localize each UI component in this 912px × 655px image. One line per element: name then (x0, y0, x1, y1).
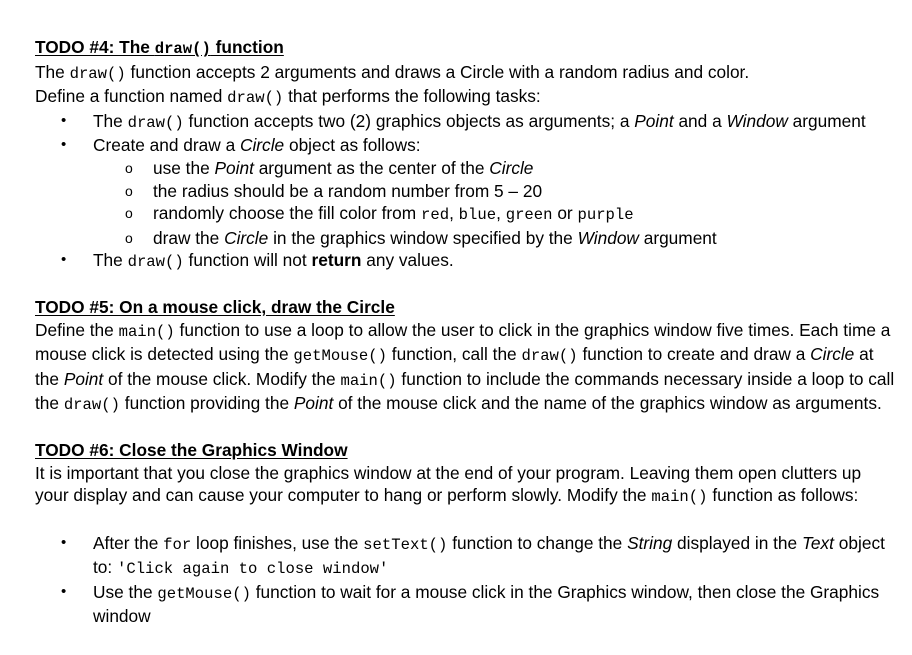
circle-bullet-icon: o (125, 205, 133, 222)
text: After the (93, 532, 164, 553)
list-item (35, 581, 895, 628)
todo4-heading-suffix: function (210, 37, 284, 57)
text: , (496, 203, 506, 224)
text: function to change the (447, 532, 628, 553)
text: and a (673, 110, 727, 131)
bold-term: return (311, 250, 362, 271)
todo4-heading (35, 36, 895, 61)
todo4-heading-code: draw() (154, 40, 211, 58)
text: loop finishes, use the (191, 532, 364, 553)
text: It is important that you close the graphics window at the end of your program. Leaving them open clutters up your display and can cause your computer to hang or perform slowly. Modify the (35, 462, 862, 506)
code-main: main() (118, 322, 175, 341)
text: of the mouse click and the name of the graphics window as arguments. (333, 393, 882, 414)
text: function to include the commands necessary inside a loop to call the (35, 368, 895, 414)
italic-term: Circle (810, 344, 855, 365)
italic-term: Circle (224, 227, 269, 248)
text: function, call the (386, 344, 522, 365)
italic-term: Text (801, 532, 834, 553)
italic-term: Point (293, 393, 334, 414)
italic-term: Point (214, 157, 254, 178)
text: the radius should be a random number from 5 – 20 (153, 180, 543, 201)
text: randomly choose the fill color from (153, 203, 421, 224)
spacer (35, 509, 895, 532)
text: function to create and draw a (577, 344, 811, 365)
code-color: green (505, 206, 553, 225)
text: at the (35, 344, 874, 389)
text: of the mouse click. Modify the (103, 368, 341, 389)
italic-term: Circle (239, 135, 285, 156)
code-getmouse: getMouse() (157, 584, 251, 603)
circle-bullet-icon: o (125, 182, 133, 199)
text: displayed in the (672, 532, 802, 553)
todo5-heading: TODO #5: On a mouse click, draw the Circle (35, 296, 395, 317)
code-color: red (420, 206, 450, 225)
todo6-task-list (35, 532, 895, 628)
text: any values. (361, 250, 454, 271)
text: The (93, 110, 128, 131)
list-item (35, 134, 895, 157)
text: The (93, 250, 128, 271)
text: Define a function named (35, 86, 228, 107)
text: function to use a loop to allow the user to click in the graphics window five times. Each time a mouse click is detected using the (35, 319, 891, 365)
spacer (35, 417, 895, 439)
code-draw: draw() (63, 396, 120, 415)
todo4-heading-text: TODO #4: The (35, 37, 155, 57)
text: argument as the center of the (253, 157, 490, 178)
italic-term: String (627, 532, 673, 553)
todo6-heading: TODO #6: Close the Graphics Window (35, 439, 348, 460)
sub-list-item (35, 227, 895, 250)
todo5-paragraph (35, 319, 895, 417)
code-color: purple (577, 206, 634, 225)
text: draw the (153, 227, 225, 248)
text: function accepts two (2) graphics objects as arguments; a (183, 110, 635, 131)
code-settext: setText() (363, 535, 448, 554)
todo4-define (35, 85, 895, 110)
text: Use the (93, 581, 158, 602)
list-item (35, 249, 895, 274)
text: function accepts 2 arguments and draws a Circle with a random radius and color. (125, 61, 750, 82)
italic-term: Point (634, 110, 674, 131)
text: argument (638, 227, 717, 248)
text: function providing the (119, 393, 294, 414)
code-color: blue (458, 206, 497, 225)
circle-bullet-icon: o (125, 229, 133, 246)
bullet-icon: • (61, 251, 67, 269)
text: in the graphics window specified by the (268, 227, 578, 248)
text: Define the (35, 319, 119, 340)
sub-list-item (35, 202, 895, 227)
circle-bullet-icon: o (125, 159, 133, 176)
text: The (35, 61, 70, 82)
code-main: main() (651, 488, 708, 507)
spacer (35, 274, 895, 296)
italic-term: Window (577, 227, 639, 248)
bullet-icon: • (61, 136, 67, 154)
italic-term: Circle (489, 157, 534, 178)
code-main: main() (340, 371, 397, 390)
code-string: 'Click again to close window' (117, 560, 389, 579)
text: , (449, 203, 459, 224)
bullet-icon: • (61, 533, 67, 551)
text: use the (153, 157, 215, 178)
sub-list-item (35, 157, 895, 180)
text: object to: (93, 532, 885, 578)
code-draw: draw() (127, 253, 184, 272)
italic-term: Point (63, 368, 104, 389)
text: argument (787, 110, 866, 131)
text: Create and draw a (93, 135, 240, 156)
sub-list-item (35, 180, 895, 203)
list-item (35, 532, 895, 581)
code-draw: draw() (521, 347, 578, 366)
bullet-icon: • (61, 111, 67, 129)
list-item (35, 110, 895, 135)
code-for: for (163, 535, 192, 554)
text: that performs the following tasks: (283, 86, 541, 107)
code-draw: draw() (127, 113, 184, 132)
todo6-paragraph (35, 462, 895, 509)
todo4-task-list (35, 110, 895, 274)
todo4-intro (35, 61, 895, 86)
text: object as follows: (284, 135, 421, 156)
text: or (552, 203, 578, 224)
code-getmouse: getMouse() (293, 347, 387, 366)
text: function to wait for a mouse click in the Graphics window, then close the Graphics window (93, 581, 880, 627)
code-draw: draw() (227, 89, 284, 108)
italic-term: Window (726, 110, 788, 131)
code-draw: draw() (69, 64, 126, 83)
text: function as follows: (707, 485, 859, 506)
document-page (35, 36, 895, 628)
text: function will not (183, 250, 312, 271)
bullet-icon: • (61, 582, 67, 600)
